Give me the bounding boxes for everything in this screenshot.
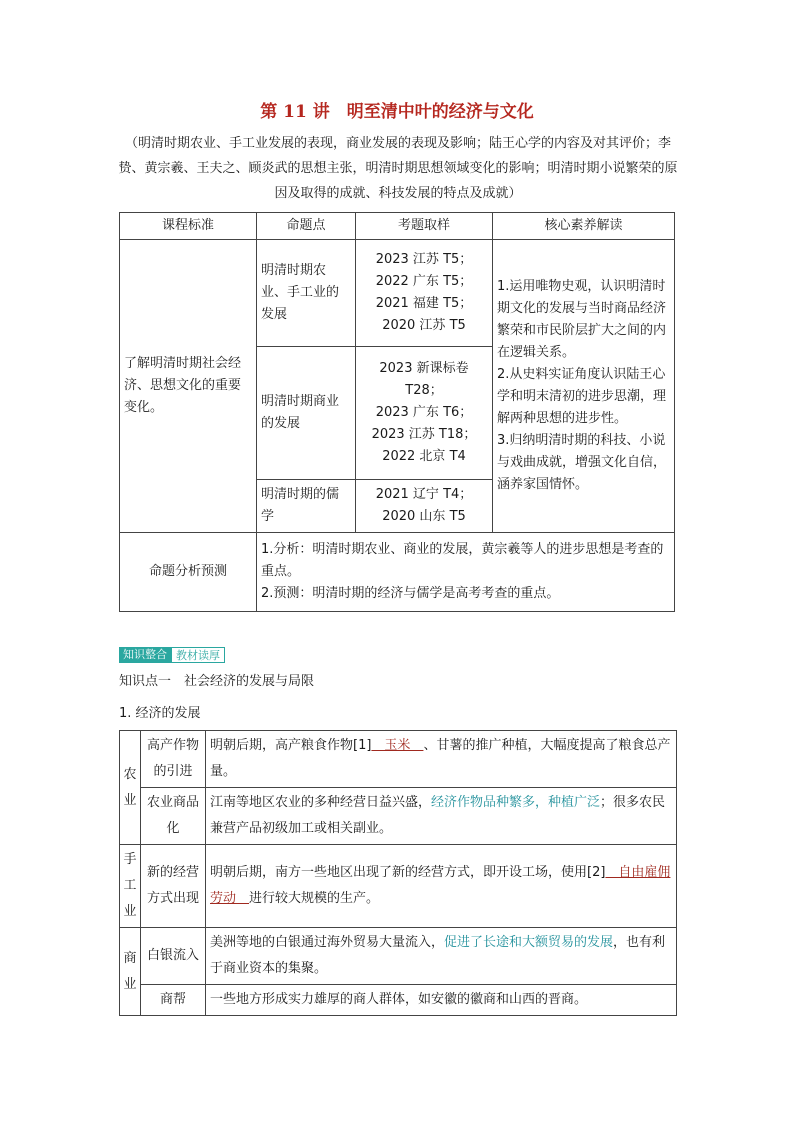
col-header: 核心素养解读 bbox=[493, 213, 675, 240]
exam-cell: 2023 新课标卷 T28； 2023 广东 T6； 2023 江苏 T18； 2022 北京 T4 bbox=[356, 347, 493, 480]
intro-text: （明清时期农业、手工业发展的表现，商业发展的表现及影响；陆王心学的内容及对其评价；李贽、黄宗羲、王夫之、顾炎武的思想主张，明清时期思想领域变化的影响；明清时期小说繁荣的原因及取得的成就、科技发展的特点及成就） bbox=[118, 136, 678, 201]
exam-cell: 2021 辽宁 T4； 2020 山东 T5 bbox=[356, 480, 493, 533]
forecast-cell: 1.分析：明清时期农业、商业的发展，黄宗羲等人的进步思想是考查的重点。 2.预测：明清时期的经济与儒学是高考考查的重点。 bbox=[257, 533, 675, 612]
point-cell: 明清时期商业的发展 bbox=[257, 347, 356, 480]
point-cell: 明清时期农业、手工业的发展 bbox=[257, 240, 356, 347]
item-cell: 商帮 bbox=[141, 985, 206, 1016]
literacy-cell: 1.运用唯物史观，认识明清时期文化的发展与当时商品经济繁荣和市民阶层扩大之间的内在逻辑关系。 2.从史料实证角度认识陆王心学和明末清初的进步思潮，理解两种思想的进步性。 3.归纳明清时期的科技、小说与戏曲成就，增强文化自信，涵养家国情怀。 bbox=[493, 240, 675, 533]
economy-table bbox=[119, 730, 677, 1016]
col-header: 命题点 bbox=[257, 213, 356, 240]
knowledge-point-heading: 知识点一 社会经济的发展与局限 bbox=[119, 674, 315, 689]
category-cell: 手工业 bbox=[120, 845, 141, 928]
sub-heading: 1. 经济的发展 bbox=[119, 706, 201, 721]
category-cell: 农业 bbox=[120, 731, 141, 845]
forecast-label: 命题分析预测 bbox=[120, 533, 257, 612]
content-cell: 明朝后期，南方一些地区出现了新的经营方式，即开设工场，使用[2] 自由雇佣劳动 进行较大规模的生产。 bbox=[206, 845, 677, 928]
badge-right: 教材读厚 bbox=[171, 647, 225, 663]
highlight-text: 经济作物品种繁多，种植广泛 bbox=[431, 795, 601, 810]
item-cell: 农业商品化 bbox=[141, 788, 206, 845]
item-cell: 白银流入 bbox=[141, 928, 206, 985]
content-cell: 明朝后期，高产粮食作物[1] 玉米 、甘薯的推广种植，大幅度提高了粮食总产量。 bbox=[206, 731, 677, 788]
content-cell: 美洲等地的白银通过海外贸易大量流入，促进了长途和大额贸易的发展，也有利于商业资本的集聚。 bbox=[206, 928, 677, 985]
content-cell: 一些地方形成实力雄厚的商人群体，如安徽的徽商和山西的晋商。 bbox=[206, 985, 677, 1016]
section-badge bbox=[119, 647, 225, 663]
category-cell: 商业 bbox=[120, 928, 141, 1016]
col-header: 课程标准 bbox=[120, 213, 257, 240]
standard-cell: 了解明清时期社会经济、思想文化的重要变化。 bbox=[120, 240, 257, 533]
col-header: 考题取样 bbox=[356, 213, 493, 240]
answer-blank: 自由雇佣劳动 bbox=[210, 865, 671, 906]
badge-left: 知识整合 bbox=[119, 647, 171, 663]
course-table bbox=[119, 212, 675, 612]
highlight-text: 促进了长途和大额贸易的发展 bbox=[444, 935, 614, 950]
item-cell: 高产作物的引进 bbox=[141, 731, 206, 788]
item-cell: 新的经营方式出现 bbox=[141, 845, 206, 928]
exam-cell: 2023 江苏 T5； 2022 广东 T5； 2021 福建 T5； 2020 江苏 T5 bbox=[356, 240, 493, 347]
point-cell: 明清时期的儒学 bbox=[257, 480, 356, 533]
content-cell: 江南等地区农业的多种经营日益兴盛，经济作物品种繁多，种植广泛；很多农民兼营产品初级加工或相关副业。 bbox=[206, 788, 677, 845]
answer-blank: 玉米 bbox=[371, 738, 424, 753]
page-title: 第 11 讲 明至清中叶的经济与文化 bbox=[260, 102, 534, 122]
